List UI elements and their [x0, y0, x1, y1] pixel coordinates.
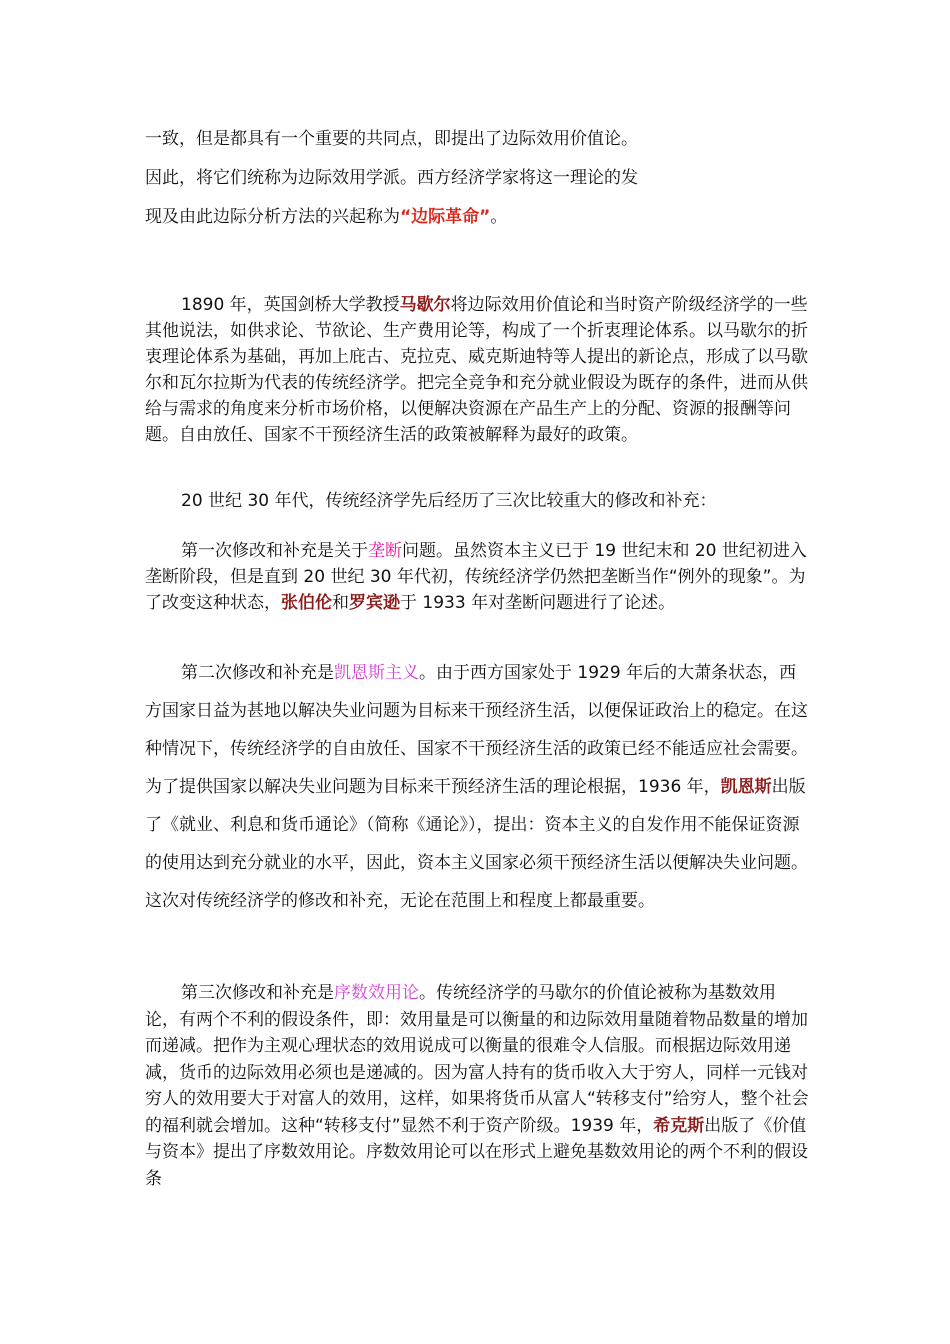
term-ordinal-utility: 序数效用论	[334, 983, 419, 1003]
text-segment: 将边际效用价值论和当时资产阶级经济学的一些其他说法，如供求论、节欲论、生产费用论等，构成了一个折衷理论体系。以马歇尔的折衷理论体系为基础，再加上庇古、克拉克、威克斯迪特等人提出的新论点，形成了以马歇尔和瓦尔拉斯为代表的传统经济学。把完全竞争和充分就业假设为既存的条件，进而从供给与需求的角度来分析市场价格，以便解决资源在产品生产上的分配、资源的报酬等问题。自由放任、国家不干预经济生活的政策被解释为最好的政策。	[145, 295, 808, 445]
paragraph-first-revision-monopoly	[145, 538, 809, 616]
name-chamberlin: 张伯伦	[281, 593, 332, 613]
name-hicks: 希克斯	[653, 1115, 705, 1136]
text-segment: 20 世纪 30 年代，传统经济学先后经历了三次比较重大的修改和补充：	[181, 491, 717, 511]
term-monopoly: 垄断	[368, 541, 402, 561]
highlight-marginal-revolution: “边际革命”	[400, 207, 491, 227]
name-keynes: 凯恩斯	[720, 777, 772, 797]
text-segment: 一致，但是都具有一个重要的共同点，即提出了边际效用价值论。因此，将它们统称为边际效用学派。西方经济学家将这一理论的发现及由此边际分析方法的兴起称为	[145, 129, 638, 227]
text-segment: 第三次修改和补充是	[181, 983, 334, 1003]
text-segment: 1890 年，英国剑桥大学教授	[181, 295, 400, 315]
text-segment: 。	[490, 207, 508, 227]
paragraph-three-revisions-intro	[145, 488, 809, 514]
text-segment: 和	[332, 593, 349, 613]
text-segment: 第二次修改和补充是	[181, 663, 334, 683]
paragraph-marshall	[145, 292, 809, 448]
term-keynesianism: 凯恩斯主义	[334, 663, 419, 683]
text-segment: 第一次修改和补充是关于	[181, 541, 368, 561]
text-segment: 。由于西方国家处于 1929 年后的大萧条状态，西方国家日益为甚地以解决失业问题为目标来干预经济生活，以便保证政治上的稳定。在这种情况下，传统经济学的自由放任、国家不干预经济生活的政策已经不能适应社会需要。为了提供国家以解决失业问题为目标来干预经济生活的理论根据，1936 年，	[145, 663, 808, 797]
text-segment: 出版了《价值与资本》提出了序数效用论。序数效用论可以在形式上避免基数效用论的两个不利的假设条	[145, 1115, 808, 1189]
paragraph-third-revision-ordinal-utility	[145, 980, 809, 1192]
paragraph-second-revision-keynesianism	[145, 654, 809, 920]
paragraph-marginal-utility-school	[145, 120, 645, 237]
text-segment: 问题。虽然资本主义已于 19 世纪末和 20 世纪初进入垄断阶段，但是直到 20 世纪 30 年代初，传统经济学仍然把垄断当作“例外的现象”。为了改变这种状态，	[145, 541, 807, 613]
name-marshall: 马歇尔	[399, 295, 451, 315]
text-segment: 出版了《就业、利息和货币通论》（简称《通论》），提出：资本主义的自发作用不能保证资源的使用达到充分就业的水平，因此，资本主义国家必须干预经济生活以便解决失业问题。这次对传统经济学的修改和补充，无论在范围上和程度上都最重要。	[145, 777, 808, 911]
name-robinson: 罗宾逊	[349, 593, 400, 613]
text-segment: 于 1933 年对垄断问题进行了论述。	[400, 593, 676, 613]
text-segment: 。传统经济学的马歇尔的价值论被称为基数效用论，有两个不利的假设条件，即：效用量是可以衡量的和边际效用量随着物品数量的增加而递减。把作为主观心理状态的效用说成可以衡量的很难令人信服。而根据边际效用递减，货币的边际效用必须也是递减的。因为富人持有的货币收入大于穷人，同样一元钱对穷人的效用要大于对富人的效用，这样，如果将货币从富人“转移支付”给穷人，整个社会的福利就会增加。这种“转移支付”显然不利于资产阶级。1939 年，	[145, 983, 809, 1136]
